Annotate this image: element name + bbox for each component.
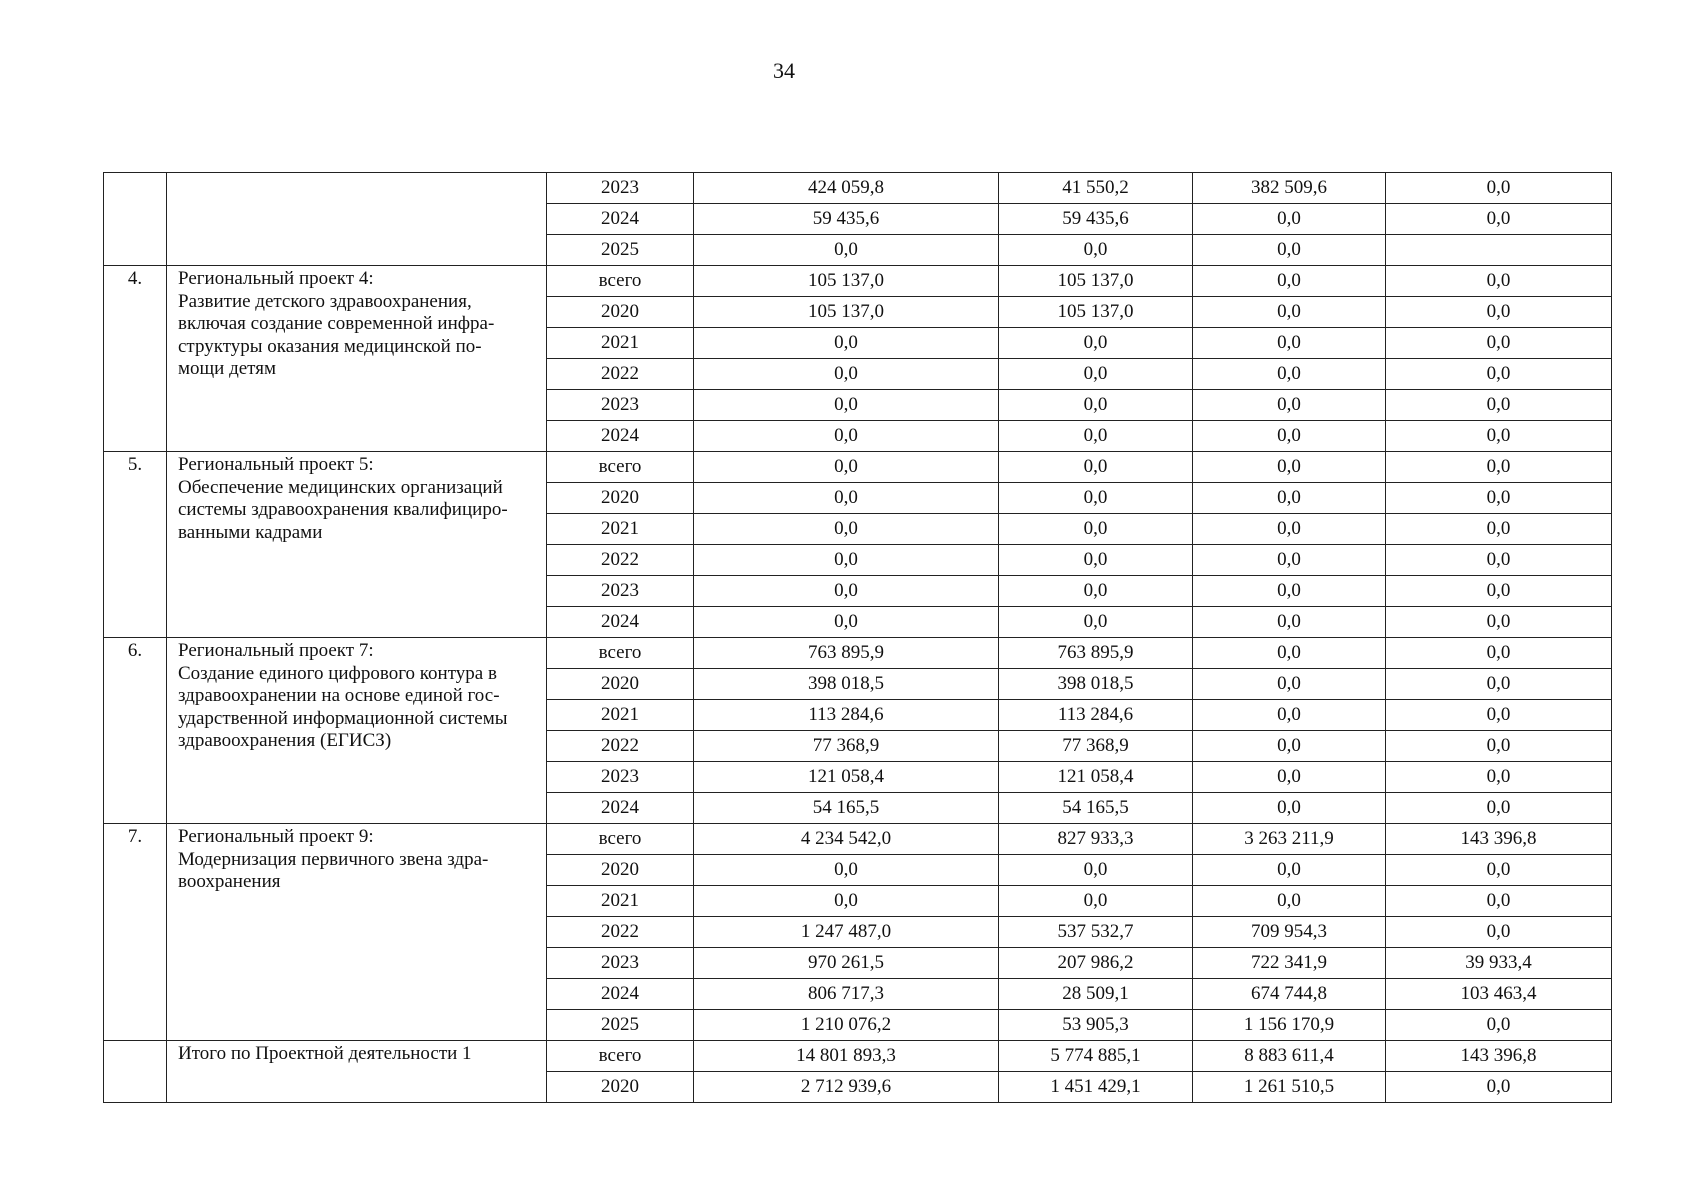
amount-cell-col3: 0,0 — [1193, 576, 1386, 607]
year-cell: 2024 — [547, 421, 694, 452]
year-cell: 2023 — [547, 948, 694, 979]
year-cell: 2024 — [547, 607, 694, 638]
amount-cell-col2: 105 137,0 — [999, 266, 1193, 297]
item-number: 4. — [104, 266, 167, 452]
amount-cell-col2: 0,0 — [999, 421, 1193, 452]
amount-cell-col2: 0,0 — [999, 328, 1193, 359]
amount-cell-total: 0,0 — [694, 576, 999, 607]
amount-cell-col2: 54 165,5 — [999, 793, 1193, 824]
amount-cell-col3: 0,0 — [1193, 328, 1386, 359]
amount-cell-col3: 0,0 — [1193, 297, 1386, 328]
year-cell: 2021 — [547, 700, 694, 731]
amount-cell-col4: 0,0 — [1386, 855, 1612, 886]
amount-cell-col3: 382 509,6 — [1193, 173, 1386, 204]
amount-cell-col3: 0,0 — [1193, 762, 1386, 793]
amount-cell-col3: 0,0 — [1193, 638, 1386, 669]
table-row — [104, 173, 1612, 204]
project-name — [167, 824, 547, 1041]
project-name-line: Развитие детского здравоохранения, — [178, 290, 472, 312]
amount-cell-col3: 0,0 — [1193, 266, 1386, 297]
year-cell: 2021 — [547, 886, 694, 917]
amount-cell-col4: 0,0 — [1386, 297, 1612, 328]
year-cell: 2024 — [547, 979, 694, 1010]
table-body — [104, 173, 1612, 1103]
amount-cell-col4: 0,0 — [1386, 607, 1612, 638]
amount-cell-col4: 39 933,4 — [1386, 948, 1612, 979]
amount-cell-col4: 0,0 — [1386, 545, 1612, 576]
project-name — [167, 266, 547, 452]
year-cell: всего — [547, 266, 694, 297]
amount-cell-col2: 207 986,2 — [999, 948, 1193, 979]
table-row — [104, 824, 1612, 855]
project-name-line: Обеспечение медицинских организаций — [178, 476, 503, 498]
amount-cell-total: 0,0 — [694, 235, 999, 266]
year-cell: 2024 — [547, 793, 694, 824]
project-name-line: воохранения — [178, 871, 281, 892]
item-number: 7. — [104, 824, 167, 1041]
amount-cell-total: 2 712 939,6 — [694, 1072, 999, 1103]
amount-cell-total: 0,0 — [694, 328, 999, 359]
year-cell: 2022 — [547, 359, 694, 390]
year-cell: 2021 — [547, 514, 694, 545]
year-cell: 2024 — [547, 204, 694, 235]
amount-cell-total: 59 435,6 — [694, 204, 999, 235]
amount-cell-total: 0,0 — [694, 390, 999, 421]
table-row — [104, 638, 1612, 669]
amount-cell-total: 424 059,8 — [694, 173, 999, 204]
amount-cell-col4: 0,0 — [1386, 1010, 1612, 1041]
amount-cell-total: 4 234 542,0 — [694, 824, 999, 855]
amount-cell-col2: 1 451 429,1 — [999, 1072, 1193, 1103]
year-cell: 2023 — [547, 576, 694, 607]
amount-cell-col3: 0,0 — [1193, 390, 1386, 421]
project-name-line: ванными кадрами — [178, 521, 323, 543]
amount-cell-col3: 0,0 — [1193, 607, 1386, 638]
amount-cell-total: 0,0 — [694, 483, 999, 514]
amount-cell-total: 105 137,0 — [694, 297, 999, 328]
amount-cell-col4: 0,0 — [1386, 731, 1612, 762]
amount-cell-col2: 105 137,0 — [999, 297, 1193, 328]
amount-cell-total: 0,0 — [694, 886, 999, 917]
amount-cell-col3: 0,0 — [1193, 359, 1386, 390]
project-name — [167, 173, 547, 266]
amount-cell-col3: 1 261 510,5 — [1193, 1072, 1386, 1103]
year-cell: 2025 — [547, 1010, 694, 1041]
amount-cell-col2: 121 058,4 — [999, 762, 1193, 793]
amount-cell-col2: 77 368,9 — [999, 731, 1193, 762]
amount-cell-col4: 0,0 — [1386, 669, 1612, 700]
amount-cell-col4: 0,0 — [1386, 576, 1612, 607]
amount-cell-total: 0,0 — [694, 514, 999, 545]
amount-cell-col4: 0,0 — [1386, 390, 1612, 421]
amount-cell-col4: 0,0 — [1386, 328, 1612, 359]
project-name-line: здравоохранения (ЕГИСЗ) — [178, 730, 392, 751]
project-name-line: ударственной информационной системы — [178, 707, 508, 729]
amount-cell-col3: 0,0 — [1193, 793, 1386, 824]
amount-cell-col2: 0,0 — [999, 576, 1193, 607]
amount-cell-col2: 59 435,6 — [999, 204, 1193, 235]
year-cell: 2023 — [547, 173, 694, 204]
amount-cell-col3: 1 156 170,9 — [1193, 1010, 1386, 1041]
amount-cell-col4: 0,0 — [1386, 917, 1612, 948]
amount-cell-total: 54 165,5 — [694, 793, 999, 824]
amount-cell-col4: 0,0 — [1386, 793, 1612, 824]
amount-cell-col2: 0,0 — [999, 607, 1193, 638]
amount-cell-total: 1 247 487,0 — [694, 917, 999, 948]
year-cell: всего — [547, 1041, 694, 1072]
table-row — [104, 266, 1612, 297]
amount-cell-col4: 103 463,4 — [1386, 979, 1612, 1010]
amount-cell-col4: 0,0 — [1386, 762, 1612, 793]
amount-cell-total: 0,0 — [694, 607, 999, 638]
year-cell: 2022 — [547, 917, 694, 948]
year-cell: 2021 — [547, 328, 694, 359]
year-cell: 2023 — [547, 762, 694, 793]
amount-cell-col2: 398 018,5 — [999, 669, 1193, 700]
amount-cell-col2: 53 905,3 — [999, 1010, 1193, 1041]
project-name-line: Региональный проект 4: — [178, 268, 374, 289]
item-number — [104, 1041, 167, 1103]
amount-cell-col3: 0,0 — [1193, 731, 1386, 762]
amount-cell-total: 0,0 — [694, 452, 999, 483]
amount-cell-col2: 827 933,3 — [999, 824, 1193, 855]
project-name-line: Региональный проект 9: — [178, 826, 374, 847]
amount-cell-col3: 0,0 — [1193, 514, 1386, 545]
amount-cell-total: 1 210 076,2 — [694, 1010, 999, 1041]
project-name-line: Региональный проект 7: — [178, 640, 374, 661]
amount-cell-col3: 709 954,3 — [1193, 917, 1386, 948]
amount-cell-col2: 0,0 — [999, 514, 1193, 545]
year-cell: 2020 — [547, 855, 694, 886]
amount-cell-col2: 763 895,9 — [999, 638, 1193, 669]
amount-cell-total: 77 368,9 — [694, 731, 999, 762]
year-cell: 2023 — [547, 390, 694, 421]
amount-cell-col4: 0,0 — [1386, 173, 1612, 204]
amount-cell-col4: 0,0 — [1386, 204, 1612, 235]
project-name-line: мощи детям — [178, 358, 276, 379]
amount-cell-col4: 0,0 — [1386, 452, 1612, 483]
project-name-line: здравоохранении на основе единой гос- — [178, 685, 500, 706]
amount-cell-total: 0,0 — [694, 545, 999, 576]
amount-cell-col3: 0,0 — [1193, 545, 1386, 576]
year-cell: всего — [547, 824, 694, 855]
item-number — [104, 173, 167, 266]
amount-cell-total: 0,0 — [694, 421, 999, 452]
amount-cell-col3: 0,0 — [1193, 421, 1386, 452]
amount-cell-col2: 0,0 — [999, 545, 1193, 576]
amount-cell-col4: 143 396,8 — [1386, 1041, 1612, 1072]
amount-cell-col4: 0,0 — [1386, 266, 1612, 297]
amount-cell-col2: 0,0 — [999, 855, 1193, 886]
year-cell: 2020 — [547, 1072, 694, 1103]
amount-cell-col3: 674 744,8 — [1193, 979, 1386, 1010]
amount-cell-col3: 0,0 — [1193, 886, 1386, 917]
amount-cell-total: 806 717,3 — [694, 979, 999, 1010]
project-name-line: Создание единого цифрового контура в — [178, 662, 497, 684]
year-cell: 2022 — [547, 731, 694, 762]
amount-cell-col3: 3 263 211,9 — [1193, 824, 1386, 855]
amount-cell-col3: 0,0 — [1193, 204, 1386, 235]
amount-cell-col3: 0,0 — [1193, 855, 1386, 886]
year-cell: 2020 — [547, 483, 694, 514]
amount-cell-col4: 0,0 — [1386, 359, 1612, 390]
amount-cell-col4: 0,0 — [1386, 483, 1612, 514]
amount-cell-col2: 113 284,6 — [999, 700, 1193, 731]
project-name — [167, 638, 547, 824]
year-cell: 2020 — [547, 297, 694, 328]
amount-cell-total: 113 284,6 — [694, 700, 999, 731]
project-name-line: Модернизация первичного звена здра- — [178, 848, 489, 870]
amount-cell-col3: 0,0 — [1193, 452, 1386, 483]
project-name-line: включая создание современной инфра- — [178, 313, 495, 334]
amount-cell-col2: 28 509,1 — [999, 979, 1193, 1010]
amount-cell-total: 0,0 — [694, 359, 999, 390]
amount-cell-total: 970 261,5 — [694, 948, 999, 979]
year-cell: 2020 — [547, 669, 694, 700]
amount-cell-col4: 0,0 — [1386, 514, 1612, 545]
amount-cell-col2: 0,0 — [999, 483, 1193, 514]
year-cell: всего — [547, 638, 694, 669]
page-number: 34 — [773, 58, 795, 83]
amount-cell-col4: 0,0 — [1386, 700, 1612, 731]
amount-cell-col3: 0,0 — [1193, 483, 1386, 514]
amount-cell-col2: 537 532,7 — [999, 917, 1193, 948]
amount-cell-col3: 8 883 611,4 — [1193, 1041, 1386, 1072]
amount-cell-col2: 0,0 — [999, 886, 1193, 917]
amount-cell-total: 105 137,0 — [694, 266, 999, 297]
year-cell: 2022 — [547, 545, 694, 576]
amount-cell-col3: 0,0 — [1193, 669, 1386, 700]
project-name-line: системы здравоохранения квалифициро- — [178, 499, 508, 520]
amount-cell-col4 — [1386, 235, 1612, 266]
amount-cell-total: 763 895,9 — [694, 638, 999, 669]
amount-cell-col3: 0,0 — [1193, 700, 1386, 731]
amount-cell-col2: 0,0 — [999, 235, 1193, 266]
project-name — [167, 452, 547, 638]
amount-cell-col4: 143 396,8 — [1386, 824, 1612, 855]
amount-cell-col2: 0,0 — [999, 359, 1193, 390]
project-name-line: структуры оказания медицинской по- — [178, 335, 482, 357]
table-row — [104, 452, 1612, 483]
amount-cell-col4: 0,0 — [1386, 886, 1612, 917]
amount-cell-col4: 0,0 — [1386, 638, 1612, 669]
project-name-line: Итого по Проектной деятельности 1 — [178, 1043, 472, 1064]
project-name-line: Региональный проект 5: — [178, 454, 374, 475]
amount-cell-total: 14 801 893,3 — [694, 1041, 999, 1072]
amount-cell-col2: 5 774 885,1 — [999, 1041, 1193, 1072]
amount-cell-total: 121 058,4 — [694, 762, 999, 793]
amount-cell-col4: 0,0 — [1386, 421, 1612, 452]
item-number: 5. — [104, 452, 167, 638]
item-number: 6. — [104, 638, 167, 824]
amount-cell-total: 0,0 — [694, 855, 999, 886]
amount-cell-col3: 0,0 — [1193, 235, 1386, 266]
amount-cell-total: 398 018,5 — [694, 669, 999, 700]
amount-cell-col4: 0,0 — [1386, 1072, 1612, 1103]
table-row — [104, 1041, 1612, 1072]
amount-cell-col2: 0,0 — [999, 390, 1193, 421]
budget-table — [103, 172, 1612, 1103]
year-cell: всего — [547, 452, 694, 483]
year-cell: 2025 — [547, 235, 694, 266]
amount-cell-col3: 722 341,9 — [1193, 948, 1386, 979]
project-name — [167, 1041, 547, 1103]
amount-cell-col2: 41 550,2 — [999, 173, 1193, 204]
amount-cell-col2: 0,0 — [999, 452, 1193, 483]
